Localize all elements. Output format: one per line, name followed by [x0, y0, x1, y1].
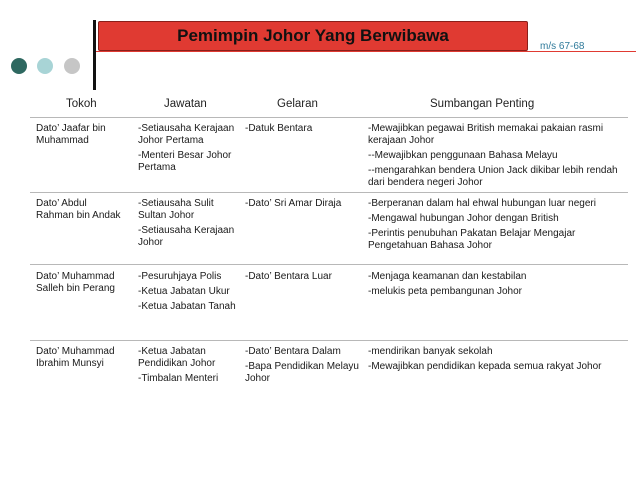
row-divider: [30, 192, 628, 193]
table-cell-gelaran: [245, 123, 360, 138]
light-blue-circle-icon: [37, 58, 53, 74]
divider: [93, 20, 96, 90]
title-banner: [98, 21, 528, 51]
table-cell-gelaran: [245, 198, 360, 213]
header-tokoh: Tokoh: [66, 98, 97, 110]
teal-circle-icon: [11, 58, 27, 74]
grey-circle-icon: [64, 58, 80, 74]
jawatan-item: -Setiausaha Sulit Sultan Johor: [138, 198, 214, 221]
table-cell-jawatan: [138, 271, 236, 316]
row-divider: [30, 264, 628, 265]
table-cell-jawatan: [138, 346, 236, 388]
sumbangan-item: -Menjaga keamanan dan kestabilan: [368, 271, 527, 282]
sumbangan-item: -melukis peta pembangunan Johor: [368, 286, 522, 297]
table-cell-jawatan: [138, 123, 236, 177]
sumbangan-item: --Mewajibkan penggunaan Bahasa Melayu: [368, 150, 558, 161]
jawatan-item: -Ketua Jabatan Pendidikan Johor: [138, 346, 216, 369]
tokoh-name: Dato’ Jaafar bin Muhammad: [36, 123, 106, 146]
table-cell-tokoh: [36, 346, 126, 373]
jawatan-item: -Ketua Jabatan Tanah: [138, 301, 236, 312]
sumbangan-item: -Mengawal hubungan Johor dengan British: [368, 213, 559, 224]
gelaran-item: -Datuk Bentara: [245, 123, 313, 134]
header-sumbangan: Sumbangan Penting: [430, 98, 535, 110]
table-cell-gelaran: [245, 271, 360, 286]
table-cell-sumbangan: [368, 198, 620, 255]
sumbangan-item: -Mewajibkan pegawai British memakai pakaian rasmi kerajaan Johor: [368, 123, 604, 146]
gelaran-item: -Dato’ Bentara Dalam: [245, 346, 341, 357]
jawatan-item: -Ketua Jabatan Ukur: [138, 286, 230, 297]
tokoh-name: Dato’ Abdul Rahman bin Andak: [36, 198, 121, 221]
jawatan-item: -Setiausaha Kerajaan Johor: [138, 225, 235, 248]
sumbangan-item: -mendirikan banyak sekolah: [368, 346, 493, 357]
sumbangan-item: -Perintis penubuhan Pakatan Belajar Mengajar Pengetahuan Bahasa Johor: [368, 228, 576, 251]
table-cell-sumbangan: [368, 271, 620, 301]
jawatan-item: -Menteri Besar Johor Pertama: [138, 150, 232, 173]
sumbangan-item: --mengarahkan bendera Union Jack dikibar lebih rendah dari bendera negeri Johor: [368, 165, 618, 188]
table-cell-tokoh: [36, 271, 126, 298]
tokoh-name: Dato’ Muhammad Ibrahim Munsyi: [36, 346, 115, 369]
jawatan-item: -Setiausaha Kerajaan Johor Pertama: [138, 123, 235, 146]
table-cell-sumbangan: [368, 123, 620, 192]
table-cell-tokoh: [36, 198, 126, 225]
jawatan-item: -Timbalan Menteri: [138, 373, 219, 384]
table-cell-sumbangan: [368, 346, 620, 376]
row-divider: [30, 117, 628, 118]
table-cell-gelaran: [245, 346, 360, 388]
header-gelaran: Gelaran: [277, 98, 318, 110]
header-jawatan: Jawatan: [164, 98, 207, 110]
page-title: Pemimpin Johor Yang Berwibawa: [177, 26, 449, 45]
sumbangan-item: -Mewajibkan pendidikan kepada semua rakyat Johor: [368, 361, 602, 372]
gelaran-item: -Bapa Pendidikan Melayu Johor: [245, 361, 359, 384]
gelaran-item: -Dato’ Sri Amar Diraja: [245, 198, 342, 209]
table-cell-jawatan: [138, 198, 236, 252]
page-reference: m/s 67-68: [540, 41, 585, 52]
table-cell-tokoh: [36, 123, 126, 150]
jawatan-item: -Pesuruhjaya Polis: [138, 271, 222, 282]
gelaran-item: -Dato’ Bentara Luar: [245, 271, 332, 282]
tokoh-name: Dato’ Muhammad Salleh bin Perang: [36, 271, 115, 294]
sumbangan-item: -Berperanan dalam hal ehwal hubungan luar negeri: [368, 198, 596, 209]
row-divider: [30, 340, 628, 341]
